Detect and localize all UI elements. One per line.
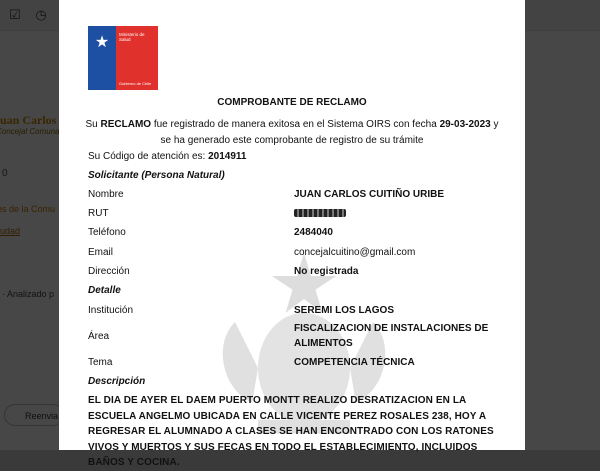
tema-label: Tema — [88, 357, 113, 368]
attention-code-line: Su Código de atención es: 2014911 — [88, 151, 247, 162]
receipt-document — [59, 0, 525, 468]
document-title: COMPROBANTE DE RECLAMO — [217, 97, 367, 108]
institucion-value: SEREMI LOS LAGOS — [294, 305, 395, 316]
email-value: concejalcuitino@gmail.com — [294, 247, 416, 258]
attention-code: 2014911 — [208, 151, 247, 162]
tema-value: COMPETENCIA TÉCNICA — [294, 357, 415, 368]
solicitante-heading: Solicitante (Persona Natural) — [88, 170, 225, 181]
email-label: Email — [88, 247, 114, 258]
telefono-label: Teléfono — [88, 227, 126, 238]
intro-paragraph: Su RECLAMO fue registrado de manera exitosa en el Sistema OIRS con fecha 29-03-2023 y se ha generado este comprobante de registro de su trámite — [85, 119, 499, 146]
area-value: FISCALIZACION DE INSTALACIONES DE ALIMENTOS — [294, 323, 489, 349]
direccion-label: Dirección — [88, 266, 130, 277]
rut-redacted — [294, 209, 346, 217]
institucion-label: Institución — [88, 305, 134, 316]
descripcion-heading: Descripción — [88, 376, 146, 387]
detalle-heading: Detalle — [88, 285, 121, 296]
logo-text: Ministerio de Salud — [119, 32, 145, 42]
ministry-logo — [88, 26, 158, 90]
rut-label: RUT — [88, 208, 109, 219]
star-icon: ★ — [94, 34, 110, 51]
nombre-label: Nombre — [88, 189, 124, 200]
area-label: Área — [88, 331, 110, 342]
direccion-value: No registrada — [294, 266, 359, 277]
nombre-value: JUAN CARLOS CUITIÑO URIBE — [294, 189, 445, 200]
telefono-value: 2484040 — [294, 227, 333, 238]
descripcion-text: EL DIA DE AYER EL DAEM PUERTO MONTT REALIZO DESRATIZACION EN LA ESCUELA ANGELMO UBICADA EN CALLE VICENTE PEREZ ROSALES 238, HOY A REGRESAR EL ALUMNADO A CLASES SE HAN ENCONTRADO CON LOS RATONES VIVOS Y MUERTOS Y SUS FECAS EN TODO EL ESTABLECIMIENTO, INCLUIDOS BAÑOS Y COCINA. — [88, 395, 494, 468]
logo-footer: Gobierno de Chile — [119, 81, 152, 86]
